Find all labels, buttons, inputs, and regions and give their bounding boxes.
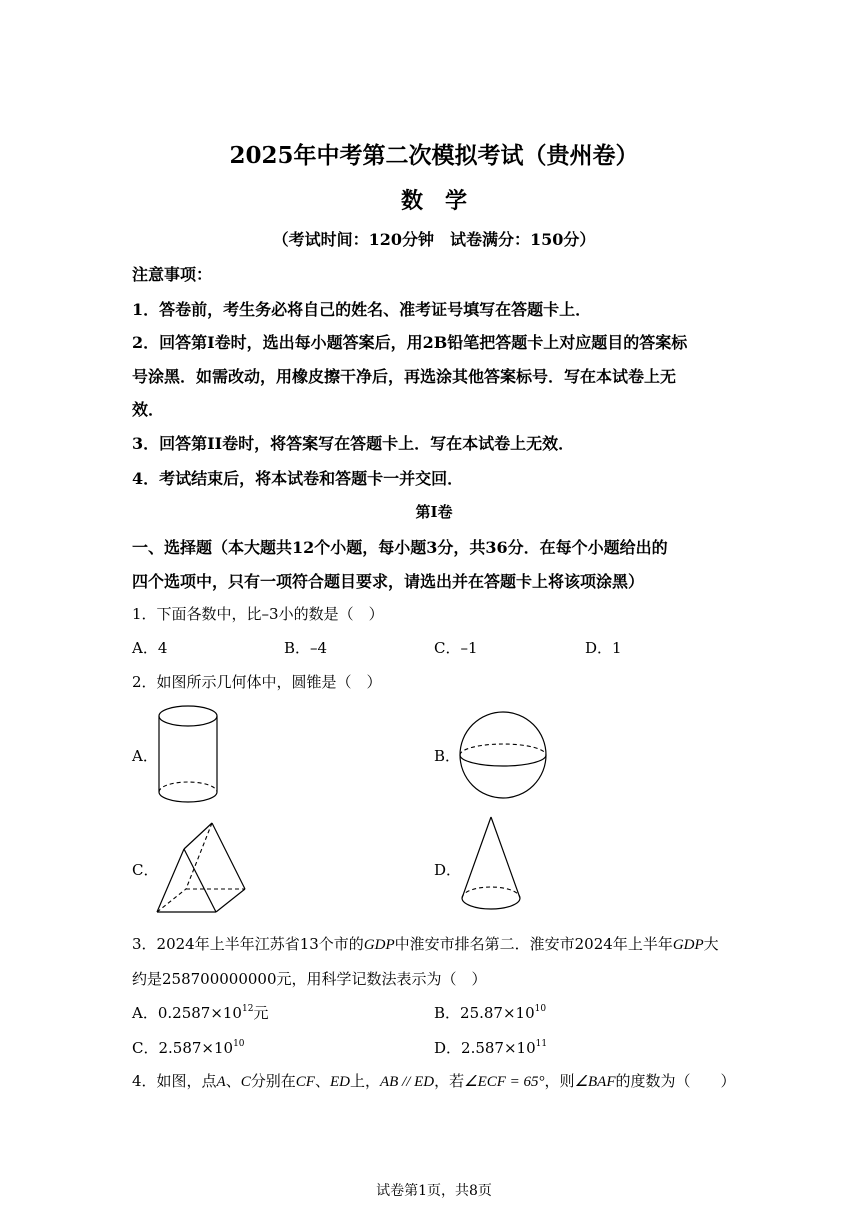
q3-text: 大 <box>703 935 719 953</box>
q4-parallel-condition: AB // ED <box>379 1074 435 1090</box>
question-1-stem: 1．下面各数中，比–3小的数是（ ） <box>132 605 384 623</box>
q4-line-cf: CF <box>295 1074 315 1090</box>
section-instruction: 四个选项中，只有一项符合题目要求，请选出并在答题卡上将该项涂黑） <box>132 572 645 591</box>
q3-option-a <box>132 1002 268 1023</box>
section-instruction: 一、选择题（本大题共12个小题，每小题3分，共36分．在每个小题给出的 <box>132 538 668 557</box>
note-item: 2．回答第Ⅰ卷时，选出每小题答案后，用2B铅笔把答题卡上对应题目的答案标 <box>132 333 688 352</box>
q4-text: 的度数为（ ） <box>615 1072 736 1090</box>
q3-option-d-base: D．2.587×10 <box>434 1039 536 1057</box>
q3-option-a-unit: 元 <box>253 1004 269 1022</box>
q4-point-a: A <box>216 1074 226 1090</box>
q3-text: 中淮安市排名第二．淮安市2024年上半年 <box>394 935 673 953</box>
q4-given-angle: ∠ECF = 65° <box>464 1074 545 1090</box>
q2-option-d: D． <box>434 861 462 879</box>
note-item: 号涂黑．如需改动，用橡皮擦干净后，再选涂其他答案标号．写在本试卷上无 <box>132 367 677 386</box>
q3-option-c-exponent: 10 <box>233 1039 245 1049</box>
question-3-line1 <box>132 933 719 954</box>
q2-option-a: A． <box>132 747 158 765</box>
part1-heading: 第Ⅰ卷 <box>415 503 453 521</box>
q3-option-a-base: A．0.2587×10 <box>132 1004 242 1022</box>
q3-option-b <box>434 1002 546 1023</box>
q3-gdp-term: GDP <box>363 937 395 953</box>
q3-option-b-exponent: 10 <box>534 1004 547 1014</box>
note-item: 效． <box>132 400 165 419</box>
q1-option-a: A．4 <box>132 639 168 657</box>
q1-option-c: C．–1 <box>434 639 478 657</box>
q4-point-c: C <box>240 1074 251 1090</box>
q3-option-d <box>434 1037 547 1058</box>
q3-option-a-exponent: 12 <box>241 1004 254 1014</box>
q3-option-c-base: C．2.587×10 <box>132 1039 234 1057</box>
q4-text: 上， <box>349 1072 380 1090</box>
q4-line-ed: ED <box>329 1074 350 1090</box>
q3-text: 3．2024年上半年江苏省13个市的 <box>132 935 364 953</box>
note-item: 4．考试结束后，将本试卷和答题卡一并交回． <box>132 469 464 488</box>
q4-text: ，若 <box>434 1072 465 1090</box>
q1-option-d: D．1 <box>585 639 622 657</box>
prism-figure <box>150 815 250 919</box>
q3-option-d-exponent: 11 <box>535 1039 548 1049</box>
page-footer: 试卷第1页，共8页 <box>376 1183 492 1199</box>
exam-info: （考试时间：120分钟 试卷满分：150分） <box>272 230 596 249</box>
q2-option-c: C． <box>132 861 159 879</box>
question-4-stem <box>132 1070 736 1091</box>
note-item: 1．答卷前，考生务必将自己的姓名、准考证号填写在答题卡上． <box>132 300 592 319</box>
q4-text: 4．如图，点 <box>132 1072 217 1090</box>
question-2-stem: 2．如图所示几何体中，圆锥是（ ） <box>132 673 382 691</box>
notes-heading: 注意事项： <box>132 265 213 284</box>
q4-target-angle: ∠BAF <box>574 1074 616 1090</box>
q3-option-c <box>132 1037 245 1058</box>
subject-title: 数 学 <box>400 188 467 214</box>
q4-text: 分别在 <box>250 1072 296 1090</box>
q3-option-b-base: B．25.87×10 <box>434 1004 535 1022</box>
q3-gdp-term: GDP <box>672 937 704 953</box>
q1-option-b: B．–4 <box>284 639 328 657</box>
question-3-line2: 约是258700000000元，用科学记数法表示为（ ） <box>132 970 487 988</box>
cylinder-figure <box>150 700 226 808</box>
note-item: 3．回答第II卷时，将答案写在答题卡上．写在本试卷上无效． <box>132 434 575 453</box>
q4-text: 、 <box>314 1072 330 1090</box>
q2-option-b: B． <box>434 747 461 765</box>
sphere-figure <box>455 707 551 803</box>
cone-figure <box>455 812 527 920</box>
q4-text: ，则 <box>544 1072 575 1090</box>
exam-title: 2025年中考第二次模拟考试（贵州卷） <box>229 142 639 169</box>
q4-text: 、 <box>225 1072 241 1090</box>
